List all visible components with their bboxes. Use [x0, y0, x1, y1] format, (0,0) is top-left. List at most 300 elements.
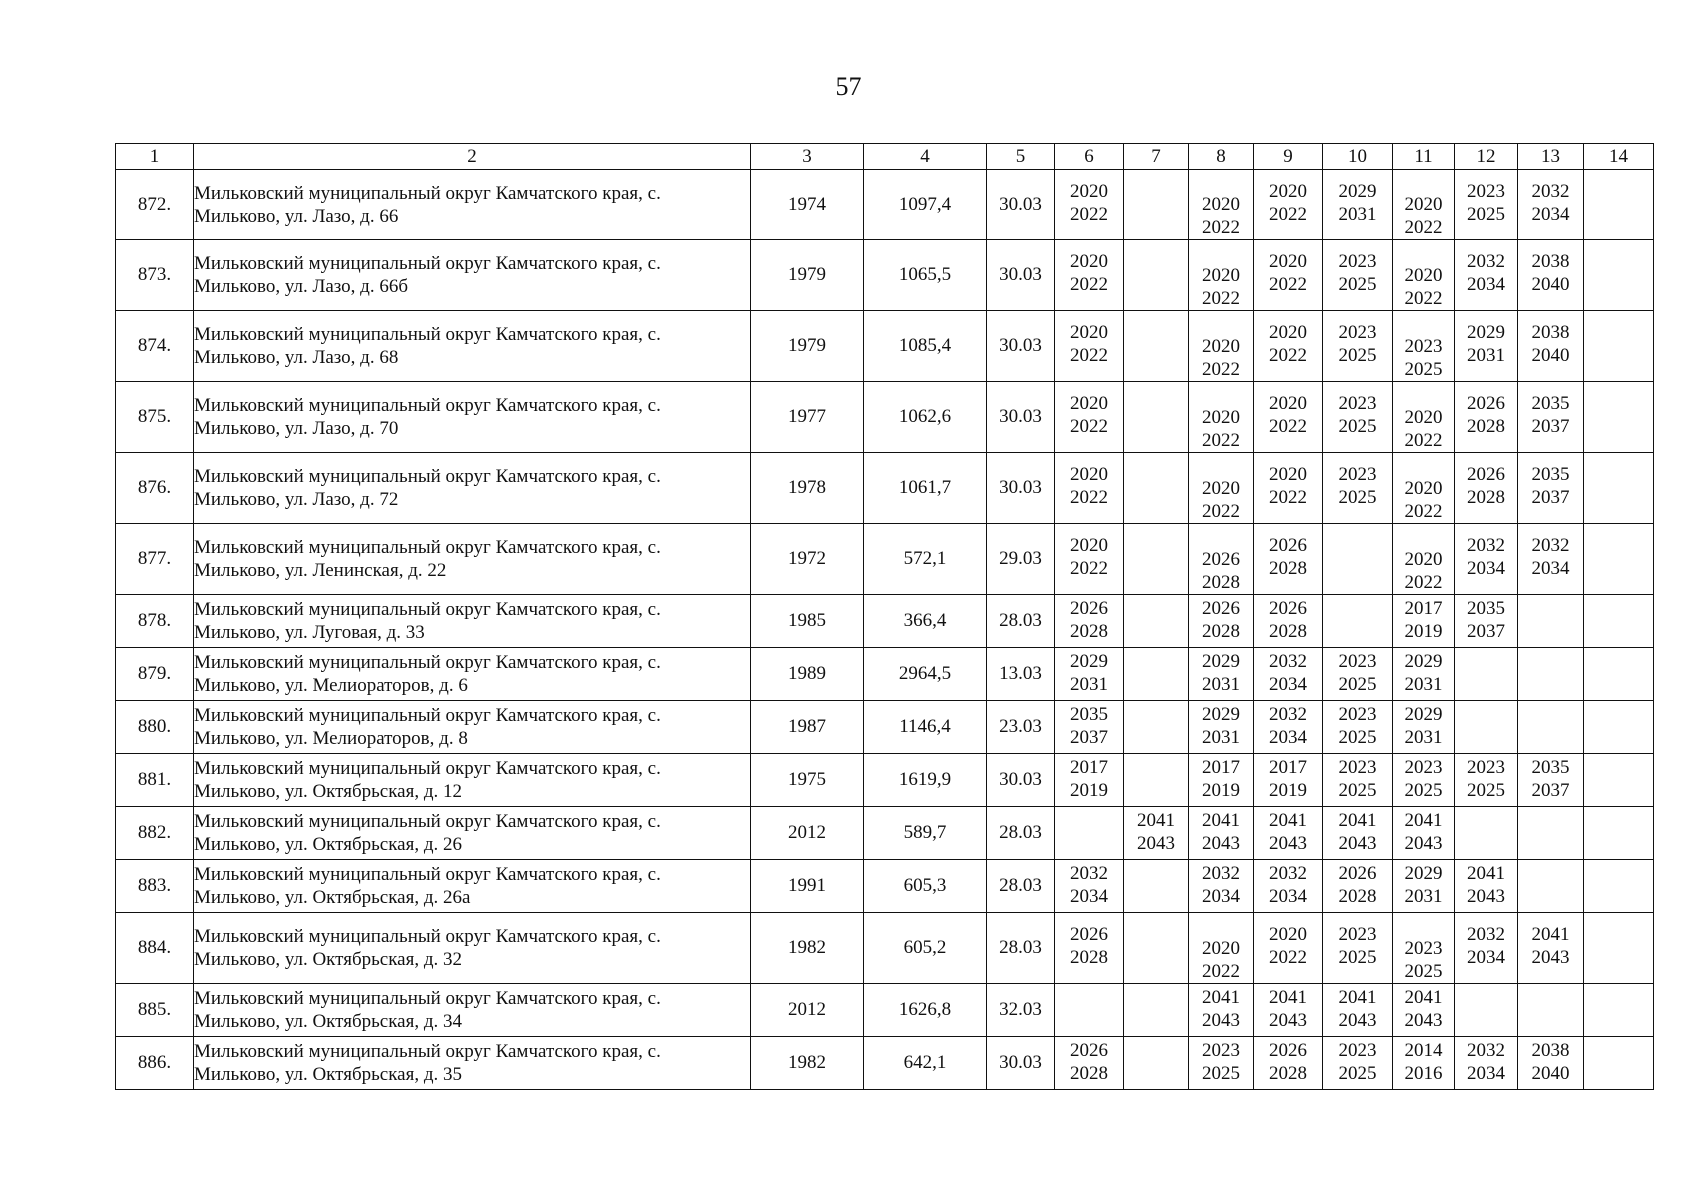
period-cell-col-14: [1584, 240, 1654, 311]
wear-cell: 30.03: [987, 240, 1055, 311]
row-number-cell: 873.: [116, 240, 194, 311]
period-start: 2035: [1531, 757, 1570, 778]
wear-cell: 28.03: [987, 913, 1055, 984]
period-start: [1124, 1039, 1188, 1062]
period-end: 2019: [1070, 780, 1108, 801]
period-end: 2022: [1269, 487, 1307, 508]
wear-cell: 28.03: [987, 860, 1055, 913]
column-header-3: 3: [751, 144, 864, 170]
area-cell: 1626,8: [864, 984, 987, 1037]
period-start: 2020: [1404, 478, 1443, 499]
address-line-2: Мильково, ул. Октябрьская, д. 34: [194, 1011, 463, 1032]
period-start: [1584, 597, 1653, 620]
period-end: 2028: [1467, 487, 1505, 508]
address-line-1: Мильковский муниципальный округ Камчатского края, с.: [194, 253, 661, 274]
period-end: [1584, 832, 1653, 855]
period-cell-col-6: [1055, 1037, 1124, 1090]
period-cell-col-6: [1055, 860, 1124, 913]
period-cell-col-6: [1055, 595, 1124, 648]
period-cell-col-11: [1393, 311, 1455, 382]
period-start: 2038: [1531, 322, 1570, 343]
period-end: 2022: [1070, 204, 1108, 225]
period-end: 2028: [1467, 416, 1505, 437]
period-cell-col-7: [1124, 1037, 1189, 1090]
period-cell-col-11: [1393, 595, 1455, 648]
table-row: [116, 913, 1654, 984]
period-end: [1584, 486, 1653, 509]
period-end: [1584, 885, 1653, 908]
period-start: 2032: [1467, 535, 1505, 556]
period-cell-col-13: [1518, 648, 1584, 701]
period-start: 2026: [1269, 1040, 1307, 1061]
period-start: 2020: [1269, 924, 1307, 945]
row-number-cell: 879.: [116, 648, 194, 701]
period-cell-col-14: [1584, 1037, 1654, 1090]
column-header-8: 8: [1189, 144, 1254, 170]
period-end: [1124, 486, 1188, 509]
address-line-1: Мильковский муниципальный округ Камчатского края, с.: [194, 864, 661, 885]
period-start: 2020: [1070, 464, 1108, 485]
period-end: 2028: [1269, 558, 1307, 579]
period-end: 2022: [1070, 487, 1108, 508]
address-cell: [194, 984, 751, 1037]
period-start: 2023: [1338, 757, 1377, 778]
period-end: 2034: [1467, 1063, 1505, 1084]
period-cell-col-6: [1055, 524, 1124, 595]
area-cell: 642,1: [864, 1037, 987, 1090]
column-header-14: 14: [1584, 144, 1654, 170]
period-end: 2019: [1269, 780, 1307, 801]
period-end: [1124, 726, 1188, 749]
period-cell-col-6: [1055, 754, 1124, 807]
period-start: [1584, 986, 1653, 1009]
period-start: 2023: [1338, 651, 1377, 672]
period-end: 2022: [1202, 288, 1240, 309]
period-end: 2025: [1338, 274, 1377, 295]
period-end: 2022: [1202, 961, 1240, 982]
period-cell-col-14: [1584, 382, 1654, 453]
area-cell: 589,7: [864, 807, 987, 860]
period-end: 2034: [1467, 274, 1505, 295]
period-start: 2023: [1404, 938, 1443, 959]
period-end: 2034: [1202, 886, 1240, 907]
area-cell: 605,2: [864, 913, 987, 984]
period-end: 2025: [1404, 961, 1443, 982]
period-cell-col-10: [1323, 913, 1393, 984]
period-cell-col-11: [1393, 913, 1455, 984]
period-start: 2041: [1269, 987, 1307, 1008]
period-end: 2022: [1404, 288, 1443, 309]
wear-cell: 30.03: [987, 170, 1055, 240]
period-cell-col-10: [1323, 701, 1393, 754]
period-cell-col-8: [1189, 860, 1254, 913]
period-start: 2026: [1467, 464, 1505, 485]
period-cell-col-9: [1254, 311, 1323, 382]
period-start: [1518, 597, 1583, 620]
period-start: 2023: [1338, 924, 1377, 945]
address-line-1: Мильковский муниципальный округ Камчатского края, с.: [194, 1041, 661, 1062]
period-cell-col-11: [1393, 524, 1455, 595]
period-end: [1124, 885, 1188, 908]
period-start: 2041: [1467, 863, 1505, 884]
table-row: [116, 648, 1654, 701]
period-cell-col-11: [1393, 860, 1455, 913]
address-line-2: Мильково, ул. Лазо, д. 72: [194, 489, 399, 510]
wear-cell: 30.03: [987, 453, 1055, 524]
period-end: 2043: [1338, 833, 1377, 854]
period-cell-col-11: [1393, 701, 1455, 754]
period-start: 2020: [1269, 322, 1307, 343]
wear-cell: 30.03: [987, 382, 1055, 453]
period-cell-col-6: [1055, 807, 1124, 860]
period-start: 2026: [1202, 598, 1240, 619]
period-start: 2026: [1467, 393, 1505, 414]
period-end: 2034: [1070, 886, 1108, 907]
period-end: [1455, 726, 1517, 749]
period-start: 2020: [1070, 181, 1108, 202]
table-row: [116, 453, 1654, 524]
period-start: 2026: [1070, 598, 1108, 619]
period-start: [1124, 392, 1188, 415]
period-start: [1584, 756, 1653, 779]
period-cell-col-13: [1518, 754, 1584, 807]
period-cell-col-9: [1254, 648, 1323, 701]
period-start: 2041: [1202, 987, 1240, 1008]
period-start: [1584, 1039, 1653, 1062]
period-end: 2037: [1531, 780, 1570, 801]
row-number-cell: 883.: [116, 860, 194, 913]
period-start: 2020: [1269, 464, 1307, 485]
column-header-6: 6: [1055, 144, 1124, 170]
period-start: [1584, 923, 1653, 946]
period-start: [1055, 809, 1123, 832]
row-number-cell: 881.: [116, 754, 194, 807]
period-end: 2019: [1404, 621, 1443, 642]
address-cell: [194, 382, 751, 453]
period-end: 2034: [1269, 886, 1307, 907]
wear-cell: 30.03: [987, 754, 1055, 807]
address-line-2: Мильково, ул. Октябрьская, д. 32: [194, 949, 463, 970]
row-number-cell: 884.: [116, 913, 194, 984]
period-start: 2020: [1404, 549, 1443, 570]
period-start: 2017: [1070, 757, 1108, 778]
period-cell-col-6: [1055, 453, 1124, 524]
period-end: 2028: [1070, 947, 1108, 968]
period-end: 2025: [1338, 416, 1377, 437]
period-end: [1584, 557, 1653, 580]
period-end: 2022: [1202, 217, 1240, 238]
period-end: 2028: [1202, 572, 1240, 593]
period-cell-col-7: [1124, 240, 1189, 311]
period-cell-col-8: [1189, 382, 1254, 453]
period-start: 2041: [1531, 924, 1570, 945]
period-end: [1584, 203, 1653, 226]
period-end: [1518, 832, 1583, 855]
period-start: [1124, 597, 1188, 620]
period-start: 2035: [1531, 464, 1570, 485]
period-end: 2025: [1338, 727, 1377, 748]
period-start: [1124, 756, 1188, 779]
period-end: 2022: [1269, 416, 1307, 437]
period-cell-col-12: [1455, 860, 1518, 913]
period-start: 2020: [1070, 535, 1108, 556]
period-start: 2020: [1404, 265, 1443, 286]
period-end: 2022: [1269, 947, 1307, 968]
period-cell-col-11: [1393, 648, 1455, 701]
period-end: 2040: [1531, 1063, 1570, 1084]
address-line-2: Мильково, ул. Лазо, д. 66б: [194, 276, 409, 297]
period-end: 2025: [1338, 487, 1377, 508]
period-cell-col-7: [1124, 524, 1189, 595]
address-line-1: Мильковский муниципальный округ Камчатского края, с.: [194, 395, 661, 416]
row-number-cell: 882.: [116, 807, 194, 860]
period-start: 2020: [1269, 181, 1307, 202]
period-cell-col-9: [1254, 382, 1323, 453]
period-cell-col-13: [1518, 311, 1584, 382]
period-cell-col-11: [1393, 807, 1455, 860]
address-cell: [194, 170, 751, 240]
build-year-cell: 1974: [751, 170, 864, 240]
period-start: 2032: [1269, 704, 1307, 725]
period-cell-col-13: [1518, 595, 1584, 648]
period-cell-col-14: [1584, 595, 1654, 648]
period-end: 2040: [1531, 345, 1570, 366]
period-cell-col-14: [1584, 860, 1654, 913]
period-cell-col-11: [1393, 1037, 1455, 1090]
table-row: [116, 382, 1654, 453]
period-cell-col-12: [1455, 240, 1518, 311]
period-end: [1124, 946, 1188, 969]
wear-cell: 28.03: [987, 595, 1055, 648]
period-start: 2041: [1202, 810, 1240, 831]
period-cell-col-10: [1323, 311, 1393, 382]
period-start: 2023: [1338, 1040, 1377, 1061]
period-start: 2032: [1269, 863, 1307, 884]
period-cell-col-13: [1518, 913, 1584, 984]
period-end: 2025: [1404, 359, 1443, 380]
period-end: 2031: [1404, 727, 1443, 748]
period-start: [1124, 463, 1188, 486]
period-start: 2023: [1467, 181, 1505, 202]
period-cell-col-12: [1455, 170, 1518, 240]
period-start: 2029: [1338, 181, 1377, 202]
period-cell-col-9: [1254, 170, 1323, 240]
period-start: 2041: [1404, 987, 1443, 1008]
period-cell-col-11: [1393, 984, 1455, 1037]
period-end: [1518, 1009, 1583, 1032]
period-start: 2032: [1269, 651, 1307, 672]
period-cell-col-10: [1323, 524, 1393, 595]
period-start: [1124, 534, 1188, 557]
period-cell-col-13: [1518, 860, 1584, 913]
period-cell-col-12: [1455, 524, 1518, 595]
period-start: [1323, 597, 1392, 620]
period-start: 2032: [1467, 1040, 1505, 1061]
address-line-2: Мильково, ул. Лазо, д. 68: [194, 347, 399, 368]
address-cell: [194, 240, 751, 311]
row-number-cell: 878.: [116, 595, 194, 648]
period-cell-col-14: [1584, 984, 1654, 1037]
period-end: 2043: [1338, 1010, 1377, 1031]
period-end: 2022: [1404, 501, 1443, 522]
build-year-cell: 1977: [751, 382, 864, 453]
period-end: 2028: [1202, 621, 1240, 642]
period-end: 2031: [1404, 886, 1443, 907]
period-start: 2032: [1467, 251, 1505, 272]
period-start: 2020: [1202, 478, 1240, 499]
period-start: [1584, 463, 1653, 486]
period-end: 2025: [1338, 674, 1377, 695]
period-end: [1584, 726, 1653, 749]
period-end: 2043: [1269, 833, 1307, 854]
build-year-cell: 1979: [751, 240, 864, 311]
table-row: [116, 754, 1654, 807]
period-cell-col-7: [1124, 648, 1189, 701]
address-line-2: Мильково, ул. Лазо, д. 70: [194, 418, 399, 439]
period-end: [1518, 885, 1583, 908]
wear-cell: 13.03: [987, 648, 1055, 701]
period-start: 2023: [1404, 757, 1443, 778]
period-end: 2043: [1467, 886, 1505, 907]
build-year-cell: 1982: [751, 1037, 864, 1090]
period-cell-col-10: [1323, 754, 1393, 807]
period-start: 2020: [1202, 336, 1240, 357]
period-start: 2014: [1404, 1040, 1443, 1061]
address-line-2: Мильково, ул. Мелиораторов, д. 6: [194, 675, 468, 696]
period-start: 2032: [1467, 924, 1505, 945]
period-end: [1124, 415, 1188, 438]
period-cell-col-9: [1254, 240, 1323, 311]
period-start: 2029: [1404, 704, 1443, 725]
period-cell-col-14: [1584, 701, 1654, 754]
period-cell-col-12: [1455, 1037, 1518, 1090]
address-line-2: Мильково, ул. Мелиораторов, д. 8: [194, 728, 468, 749]
period-start: 2026: [1338, 863, 1377, 884]
area-cell: 1061,7: [864, 453, 987, 524]
period-start: 2023: [1404, 336, 1443, 357]
period-cell-col-13: [1518, 1037, 1584, 1090]
address-line-2: Мильково, ул. Луговая, д. 33: [194, 622, 425, 643]
period-end: 2028: [1269, 1063, 1307, 1084]
period-cell-col-13: [1518, 701, 1584, 754]
period-start: 2032: [1531, 535, 1570, 556]
period-end: [1518, 673, 1583, 696]
period-end: 2022: [1404, 217, 1443, 238]
period-cell-col-6: [1055, 648, 1124, 701]
period-end: [1055, 1009, 1123, 1032]
period-cell-col-10: [1323, 382, 1393, 453]
period-start: 2029: [1202, 704, 1240, 725]
period-start: 2020: [1202, 265, 1240, 286]
period-cell-col-8: [1189, 595, 1254, 648]
period-cell-col-8: [1189, 807, 1254, 860]
period-cell-col-7: [1124, 382, 1189, 453]
period-start: 2032: [1070, 863, 1108, 884]
period-cell-col-9: [1254, 913, 1323, 984]
period-end: 2028: [1070, 621, 1108, 642]
period-end: 2040: [1531, 274, 1570, 295]
build-year-cell: 1982: [751, 913, 864, 984]
period-cell-col-8: [1189, 1037, 1254, 1090]
period-cell-col-9: [1254, 754, 1323, 807]
period-end: 2031: [1202, 727, 1240, 748]
period-cell-col-10: [1323, 648, 1393, 701]
period-cell-col-7: [1124, 170, 1189, 240]
period-cell-col-9: [1254, 524, 1323, 595]
period-end: 2043: [1137, 833, 1175, 854]
period-end: [1124, 344, 1188, 367]
period-cell-col-10: [1323, 807, 1393, 860]
address-line-2: Мильково, ул. Октябрьская, д. 35: [194, 1064, 463, 1085]
table-row: [116, 860, 1654, 913]
period-cell-col-13: [1518, 524, 1584, 595]
period-end: 2022: [1202, 359, 1240, 380]
period-end: 2025: [1338, 947, 1377, 968]
row-number-cell: 874.: [116, 311, 194, 382]
row-number-cell: 880.: [116, 701, 194, 754]
period-start: [1584, 321, 1653, 344]
period-start: [1455, 809, 1517, 832]
period-cell-col-7: [1124, 701, 1189, 754]
period-end: [1584, 779, 1653, 802]
address-line-1: Мильковский муниципальный округ Камчатского края, с.: [194, 466, 661, 487]
period-end: 2037: [1467, 621, 1505, 642]
area-cell: 1097,4: [864, 170, 987, 240]
period-end: [1584, 1009, 1653, 1032]
row-number-cell: 876.: [116, 453, 194, 524]
column-header-2: 2: [194, 144, 751, 170]
period-end: [1323, 557, 1392, 580]
period-end: 2022: [1404, 572, 1443, 593]
address-line-1: Мильковский муниципальный округ Камчатского края, с.: [194, 811, 661, 832]
table-header-row: [116, 144, 1654, 170]
period-start: [1584, 809, 1653, 832]
period-start: [1584, 534, 1653, 557]
period-cell-col-12: [1455, 984, 1518, 1037]
address-cell: [194, 524, 751, 595]
build-year-cell: 2012: [751, 807, 864, 860]
period-start: 2023: [1338, 393, 1377, 414]
period-start: 2020: [1070, 393, 1108, 414]
period-end: 2031: [1338, 204, 1377, 225]
period-start: 2038: [1531, 251, 1570, 272]
period-cell-col-7: [1124, 595, 1189, 648]
column-header-5: 5: [987, 144, 1055, 170]
period-cell-col-11: [1393, 382, 1455, 453]
period-cell-col-12: [1455, 311, 1518, 382]
period-cell-col-7: [1124, 984, 1189, 1037]
period-end: [1584, 946, 1653, 969]
address-cell: [194, 453, 751, 524]
period-end: 2025: [1338, 345, 1377, 366]
row-number-cell: 877.: [116, 524, 194, 595]
period-start: 2026: [1070, 924, 1108, 945]
period-start: 2017: [1202, 757, 1240, 778]
period-start: 2020: [1404, 194, 1443, 215]
period-end: [1124, 273, 1188, 296]
period-cell-col-12: [1455, 648, 1518, 701]
period-start: [1518, 862, 1583, 885]
address-line-1: Мильковский муниципальный округ Камчатского края, с.: [194, 652, 661, 673]
period-start: 2035: [1070, 704, 1108, 725]
period-start: 2041: [1137, 810, 1175, 831]
address-line-1: Мильковский муниципальный округ Камчатского края, с.: [194, 988, 661, 1009]
column-header-13: 13: [1518, 144, 1584, 170]
period-cell-col-6: [1055, 382, 1124, 453]
area-cell: 1065,5: [864, 240, 987, 311]
period-start: 2026: [1202, 549, 1240, 570]
period-start: 2041: [1338, 810, 1377, 831]
